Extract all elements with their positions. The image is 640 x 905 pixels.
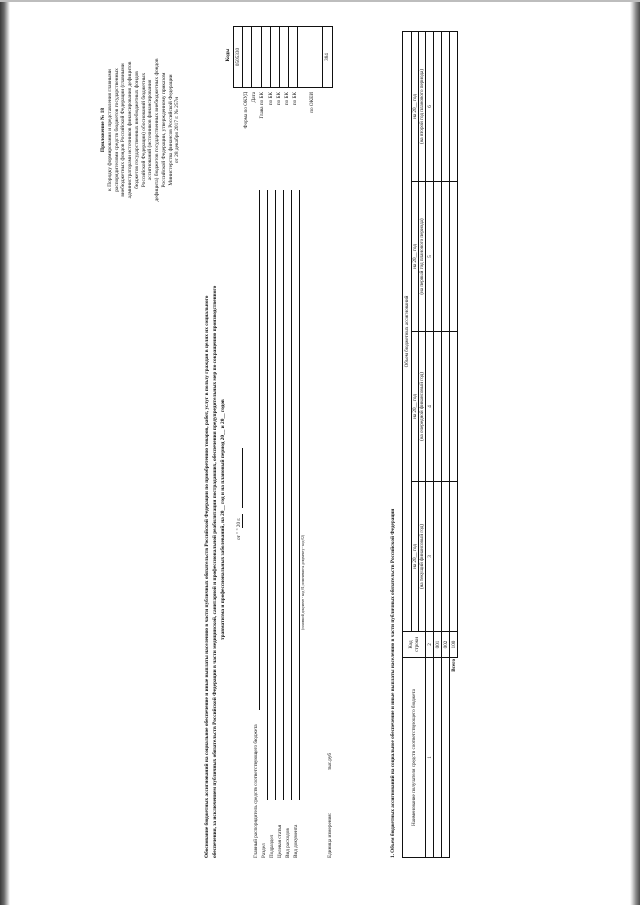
scan-edge-left: [0, 0, 10, 905]
field-subsection: Подраздел: [269, 834, 275, 858]
okei-code-cell[interactable]: 384: [323, 27, 332, 88]
period-sub-current: (на текущий финансовый год): [419, 482, 426, 632]
target-article-code-cell[interactable]: [279, 27, 288, 88]
period-sub-plan-2: (на второй год планового периода): [419, 32, 426, 182]
amount-cell[interactable]: [434, 32, 442, 182]
field-expense-type: Вид расходов: [285, 828, 291, 858]
field-document-type: Вид документа: [293, 824, 299, 858]
total-label: Всего: [450, 659, 457, 672]
appendix-note: [100, 20, 181, 240]
rotated-form-page: [100, 20, 540, 880]
amount-cell[interactable]: [442, 332, 450, 482]
expense-type-code-cell[interactable]: [289, 27, 298, 88]
bk-label: по БК: [267, 92, 274, 106]
col-header-row-code: Код строки: [403, 632, 426, 658]
codes-header: Коды: [225, 48, 231, 62]
appendix-line: Российской Федерации, утвержденному приказом: [160, 72, 167, 188]
appendix-line: внебюджетных фондов Российской Федерации (главными: [120, 63, 127, 197]
total-code-cell: 100: [450, 632, 458, 658]
blank-label: [299, 92, 307, 180]
appendix-title: Приложение № 18: [100, 107, 106, 153]
col-header-allocations: Объем бюджетных ассигнований: [403, 32, 412, 632]
appendix-line: дефицита) бюджетов государственных внебюджетных фондов: [154, 58, 160, 202]
form-title-line-3: травматизма и профессиональных заболеваний, на 20__ год и на плановый период 20__ и 20__ годов: [220, 399, 226, 640]
codes-table: [233, 26, 333, 88]
subsection-underline[interactable]: [275, 190, 276, 800]
main-administrator-underline[interactable]: [259, 190, 260, 710]
date-month-underline: [242, 448, 243, 508]
total-amount-cell[interactable]: [450, 182, 458, 332]
units-value: тыс.руб: [327, 752, 333, 770]
field-main-administrator: Главный распорядитель средств соответствующего бюджета: [253, 724, 259, 858]
period-year-current: на 20__ год: [412, 482, 419, 632]
row-code-cell: 001: [434, 632, 442, 658]
total-amount-cell[interactable]: [450, 482, 458, 632]
units-label: Единица измерения:: [327, 812, 333, 858]
date-day-underline: [242, 514, 243, 528]
okei-label: по ОКЕИ: [308, 92, 315, 113]
target-article-underline[interactable]: [283, 190, 284, 800]
bk-label: по БК: [292, 92, 299, 106]
chapter-bk-label: Глава по БК: [259, 92, 266, 119]
amount-cell[interactable]: [434, 182, 442, 332]
recipient-cell[interactable]: [442, 658, 450, 858]
budget-allocation-table: [402, 31, 458, 858]
scan-edge-right: [630, 0, 640, 905]
amount-cell[interactable]: [442, 32, 450, 182]
bk-label: по БК: [283, 92, 290, 106]
appendix-line: Российской Федерации) обоснований бюджетных: [140, 72, 147, 188]
document-type-underline[interactable]: [299, 190, 300, 800]
codes-labels: [242, 92, 316, 180]
appendix-line: администраторами источников финансирования дефицитов: [127, 61, 133, 199]
form-title-line-1: Обоснование бюджетных ассигнований на социальное обеспечение и иные выплаты населению в части публичных обязательств Российской Федерации по приобретению товаров, работ, услуг в пользу граждан в целях их социального: [204, 295, 210, 858]
row-code-cell: 002: [442, 632, 450, 658]
expense-type-underline[interactable]: [291, 190, 292, 800]
col-number-6: 6: [426, 32, 434, 182]
appendix-line: от 28 декабря 2017 г. № 257н: [174, 96, 181, 164]
col-number-3: 3: [426, 482, 434, 632]
scan-top-edge: [0, 0, 640, 2]
period-sub-next: (на очередной финансовый год): [419, 332, 426, 482]
recipient-cell[interactable]: [434, 658, 442, 858]
form-title-line-2: обеспечения, за исключением публичных обязательств Российской Федерации в части медицинской, санитарной и профессиональной реабилитации пострадавших, обеспечения предупредительных мер по сокращению производственного: [212, 285, 218, 858]
amount-cell[interactable]: [442, 182, 450, 332]
section-1-title: 1. Объем бюджетных ассигнований на социальное обеспечение и иные выплаты населению в части публичных обязательств Российской Федерации: [390, 508, 396, 858]
date-code-cell[interactable]: [243, 27, 252, 88]
amount-cell[interactable]: [434, 332, 442, 482]
period-year-plan-1: на 20__ год: [412, 182, 419, 332]
col-number-4: 4: [426, 332, 434, 482]
bk-label: по БК: [275, 92, 282, 106]
col-number-5: 5: [426, 182, 434, 332]
field-target-article: Целевая статья: [277, 824, 283, 858]
document-date-line: от " " 20 г.: [236, 517, 242, 540]
total-amount-cell[interactable]: [450, 332, 458, 482]
document-type-caption: (основной документ - код 01; изменение к документу - код 02): [301, 534, 305, 630]
table-row: [434, 32, 442, 858]
subsection-code-cell[interactable]: [270, 27, 279, 88]
col-number-2: 2: [426, 632, 434, 658]
appendix-line: Министерства финансов Российской Федерации: [167, 74, 174, 186]
field-section: Раздел: [261, 843, 267, 858]
col-header-recipient: Наименование получателя средств соответствующего бюджета: [403, 658, 426, 858]
chapter-code-cell[interactable]: [252, 27, 261, 88]
period-sub-plan-1: (на первый год планового периода): [419, 182, 426, 332]
table-row: [442, 32, 450, 858]
section-underline[interactable]: [267, 190, 268, 800]
okud-label: Форма по ОКУД: [243, 92, 249, 129]
period-year-plan-2: на 20__ год: [412, 32, 419, 182]
amount-cell[interactable]: [434, 482, 442, 632]
col-number-1: 1: [426, 658, 434, 858]
document-type-code-cell[interactable]: [298, 27, 323, 88]
date-label: Дата: [251, 92, 258, 103]
appendix-line: к Порядку формирования и представления главными: [106, 69, 113, 191]
appendix-line: бюджетов государственных внебюджетных фондов: [133, 71, 140, 189]
total-amount-cell[interactable]: [450, 32, 458, 182]
amount-cell[interactable]: [442, 482, 450, 632]
period-year-next: на 20__ год: [412, 332, 419, 482]
appendix-line: распорядителями средств бюджетов государственных: [113, 68, 120, 192]
total-row: [450, 32, 458, 858]
okud-code-cell[interactable]: 0505330: [234, 27, 243, 88]
appendix-line: ассигнований (источников финансирования: [147, 79, 154, 181]
section-code-cell[interactable]: [261, 27, 270, 88]
